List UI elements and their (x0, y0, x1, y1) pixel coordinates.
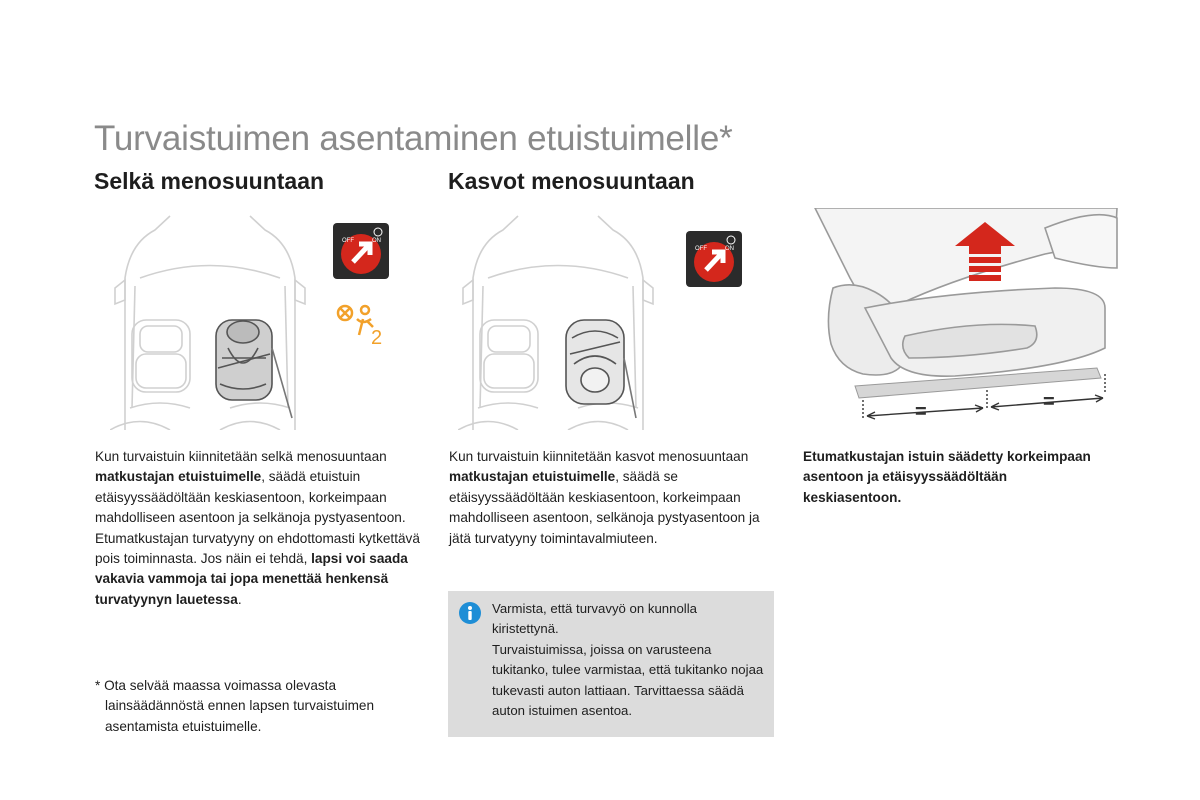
page-title: Turvaistuimen asentaminen etuistuimelle* (94, 119, 733, 158)
text-run: , säädä se etäisyyssäädöltään keskiasentoon, korkeimpaan mahdolliseen asentoon, selkänoja pystyasentoon ja jätä turvatyyny toimintavalmiuteen. (449, 469, 760, 546)
text-run-bold: Etumatkustajan istuin säädetty korkeimpaan asentoon ja etäisyyssäädöltään keskiasentoon. (803, 449, 1091, 505)
footnote-line: * Ota selvää maassa voimassa olevasta (95, 678, 337, 693)
rear-facing-car-illustration (110, 208, 310, 430)
airbag-off-icon (335, 303, 387, 347)
label-2-off-text: OFF (695, 246, 707, 252)
info-box (448, 591, 774, 737)
label-off-text: OFF (342, 238, 354, 244)
text-run-bold: matkustajan etuistuimelle (95, 469, 262, 485)
rail-equal-mark-1: = (915, 401, 927, 423)
text-run: Kun turvaistuin kiinnitetään kasvot menosuuntaan (449, 449, 749, 464)
footnote-line: lainsäädännöstä ennen lapsen turvaistuimen (105, 698, 375, 714)
heading-forward-facing: Kasvot menosuuntaan (448, 168, 695, 194)
text-run-bold: lapsi voi saada vakavia vammoja tai jopa menettää henkensä turvatyynyn lauetessa (95, 551, 408, 607)
forward-facing-car-illustration (458, 208, 658, 430)
text-run: , säädä etuistuin etäisyyssäädöltään keskiasentoon, korkeimpaan mahdolliseen asentoon ja selkänoja pystyasentoon. Etumatkustajan turvatyyny on ehdottomasti kytkettävä pois toiminnasta. Jos näin ei tehdä, (95, 469, 420, 567)
rail-equal-mark-2: = (1043, 391, 1055, 413)
forward-facing-instructions (449, 447, 784, 549)
airbag-warning-label-icon (332, 222, 390, 280)
rear-facing-instructions (95, 447, 430, 610)
info-icon (459, 602, 481, 624)
footnote (95, 676, 425, 737)
info-text: Turvaistuimissa, joissa on varusteena tukitanko, tulee varmistaa, että tukitanko nojaa tukevasti auton lattiaan. Tarvittaessa säädä auton istuimen asentoa. (492, 641, 764, 719)
text-run-bold: matkustajan etuistuimelle (449, 469, 616, 485)
heading-rear-facing: Selkä menosuuntaan (94, 168, 325, 194)
label-on-text: ON (372, 238, 381, 244)
airbag-digit-text: 2 (371, 327, 383, 347)
footnote-line: asentamista etuistuimelle. (105, 718, 262, 734)
airbag-warning-label-2-icon (685, 230, 743, 288)
seat-adjustment-illustration (805, 208, 1125, 423)
seat-adjustment-note (803, 447, 1103, 508)
text-run: . (237, 591, 242, 607)
text-run: Kun turvaistuin kiinnitetään selkä menosuuntaan (95, 449, 387, 464)
info-text: Varmista, että turvavyö on kunnolla kiristettynä. (492, 601, 697, 637)
label-2-on-text: ON (725, 246, 734, 252)
